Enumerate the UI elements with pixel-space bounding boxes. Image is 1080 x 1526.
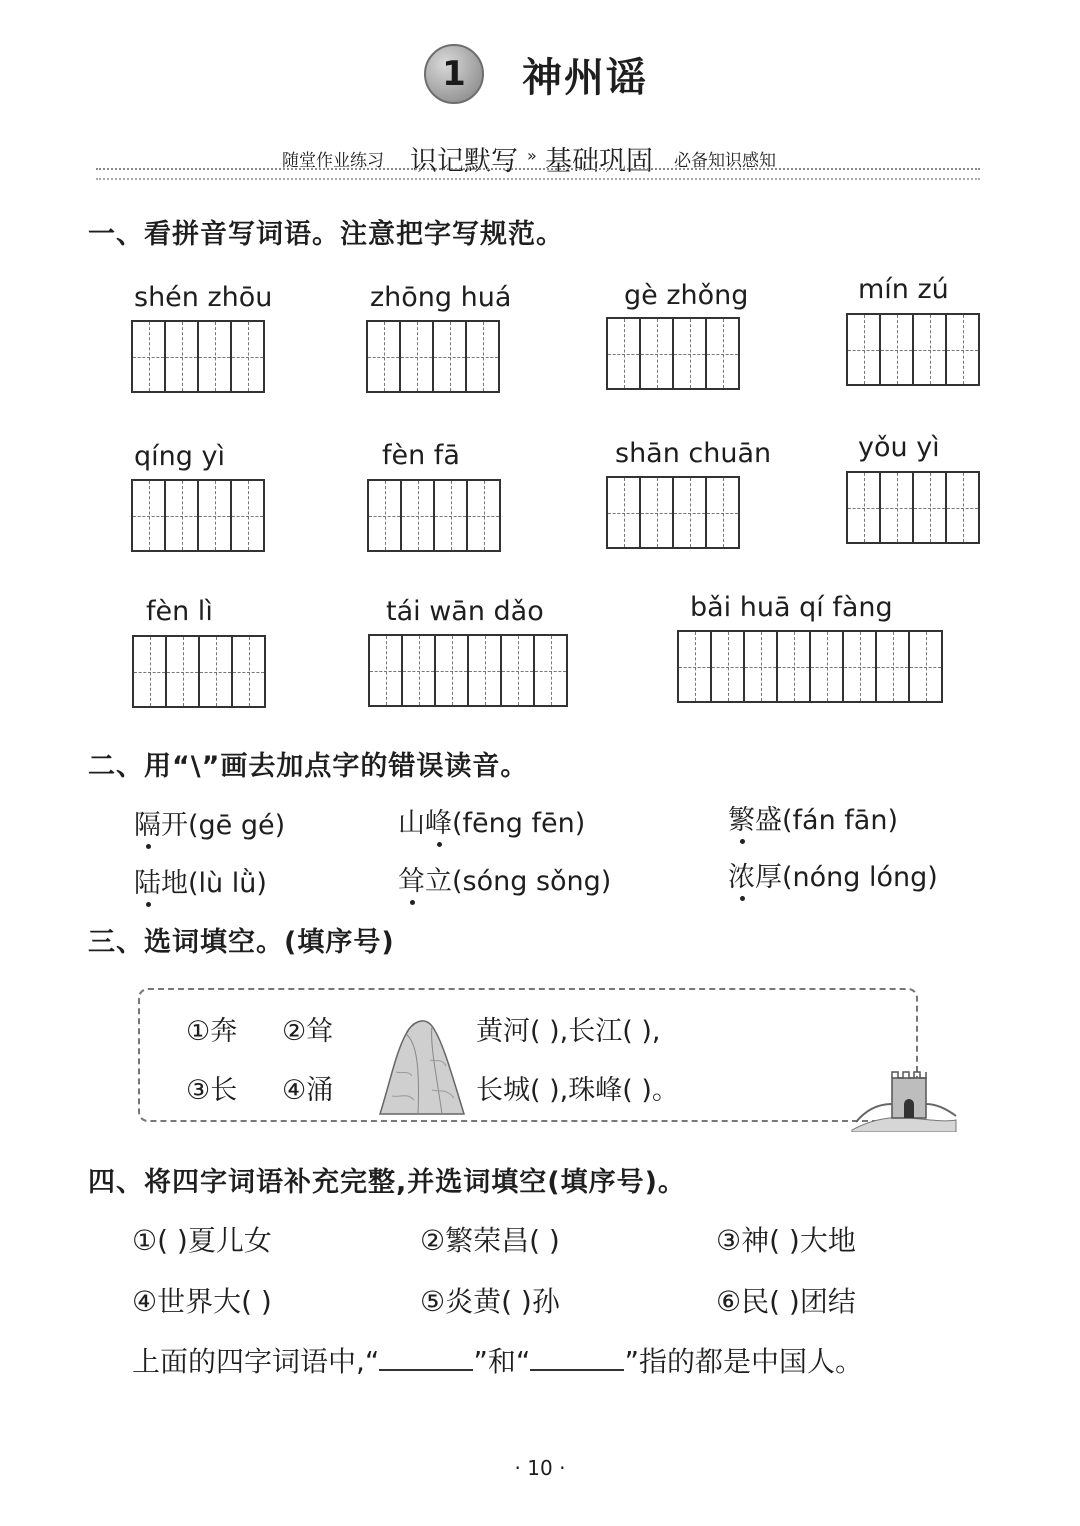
q4-sentence: 上面的四字词语中,“ ”和“ ”指的都是中国人。 [132,1340,863,1380]
q1-heading: 一、看拼音写词语。注意把字写规范。 [88,219,564,250]
q4-item-6[interactable]: ⑥民( )团结 [716,1285,856,1318]
q4-answer-blank-2[interactable] [530,1341,624,1371]
q1-grid-1[interactable] [131,320,265,393]
q4-item-1[interactable]: ①( )夏儿女 [132,1224,272,1257]
q4-item-2[interactable]: ②繁荣昌( ) [420,1224,560,1257]
q2-dotted-char-1: 隔 [134,810,161,841]
page-number: · 10 · [514,1456,566,1480]
q1-pinyin-6: fèn fā [382,440,460,471]
q4-heading: 四、将四字词语补充完整,并选词填空(填序号)。 [88,1167,686,1198]
q1-grid-10[interactable] [368,634,568,707]
q1-grid-3[interactable] [606,317,740,390]
q2-dotted-char-6: 浓 [728,862,755,893]
q2-dotted-char-4: 陆 [134,868,161,899]
q1-grid-6[interactable] [367,479,501,552]
q2-item-5: 耸立(sóng sǒng) [398,866,612,897]
q2-heading: 二、用“\”画去加点字的错误读音。 [88,751,529,782]
q1-pinyin-8: yǒu yì [858,432,940,463]
q1-grid-2[interactable] [366,320,500,393]
q1-grid-7[interactable] [606,476,740,549]
q2-item-4: 陆地(lù lǜ) [134,868,267,899]
q1-pinyin-9: fèn lì [146,596,213,627]
great-wall-illustration [850,1060,958,1132]
banner-left-text: 随堂作业练习 [282,151,384,171]
q1-pinyin-11: bǎi huā qí fàng [690,592,893,623]
q1-grid-8[interactable] [846,471,980,544]
q1-pinyin-3: gè zhǒng [624,280,749,311]
q1-pinyin-2: zhōng huá [370,282,512,313]
mountain-illustration [372,1012,472,1116]
q1-grid-11[interactable] [677,630,943,703]
q1-pinyin-4: mín zú [858,274,949,305]
banner-section-sub: 基础巩固 [545,146,653,177]
q2-item-3: 繁盛(fán fān) [728,805,898,836]
q3-line-1[interactable]: 黄河( ),长江( ), [476,1016,661,1047]
q1-pinyin-1: shén zhōu [134,282,273,313]
q1-pinyin-10: tái wān dǎo [386,596,544,627]
q1-pinyin-7: shān chuān [615,438,772,469]
q3-option-3: ③长 [186,1075,238,1106]
q3-option-4: ④涌 [282,1075,334,1106]
lesson-title: 神州谣 [522,55,648,101]
lesson-number-badge [424,44,484,104]
banner-right-text: 必备知识感知 [674,151,776,171]
q2-item-6: 浓厚(nóng lóng) [728,862,938,893]
q3-heading: 三、选词填空。(填序号) [88,927,395,958]
banner-section-name: 识记默写 [410,146,518,177]
q1-grid-9[interactable] [132,635,266,708]
q3-option-2: ②耸 [282,1016,334,1047]
q4-item-4[interactable]: ④世界大( ) [132,1285,272,1318]
q1-pinyin-5: qíng yì [134,441,225,472]
banner-divider [96,168,980,180]
q2-item-2: 山峰(fēng fēn) [398,808,586,839]
lesson-number: 1 [442,54,466,94]
q4-item-3[interactable]: ③神( )大地 [716,1224,856,1257]
q4-answer-blank-1[interactable] [379,1341,473,1371]
q2-dotted-char-5: 耸 [398,866,425,897]
q1-grid-4[interactable] [846,313,980,386]
q2-dotted-char-2: 峰 [425,808,452,839]
banner-arrow-icon: » [527,146,537,165]
q2-item-1: 隔开(gē gé) [134,810,286,841]
q3-line-2[interactable]: 长城( ),珠峰( )。 [476,1075,679,1106]
q3-option-1: ①奔 [186,1016,238,1047]
q1-grid-5[interactable] [131,479,265,552]
q4-item-5[interactable]: ⑤炎黄( )孙 [420,1285,560,1318]
q2-dotted-char-3: 繁 [728,805,755,836]
